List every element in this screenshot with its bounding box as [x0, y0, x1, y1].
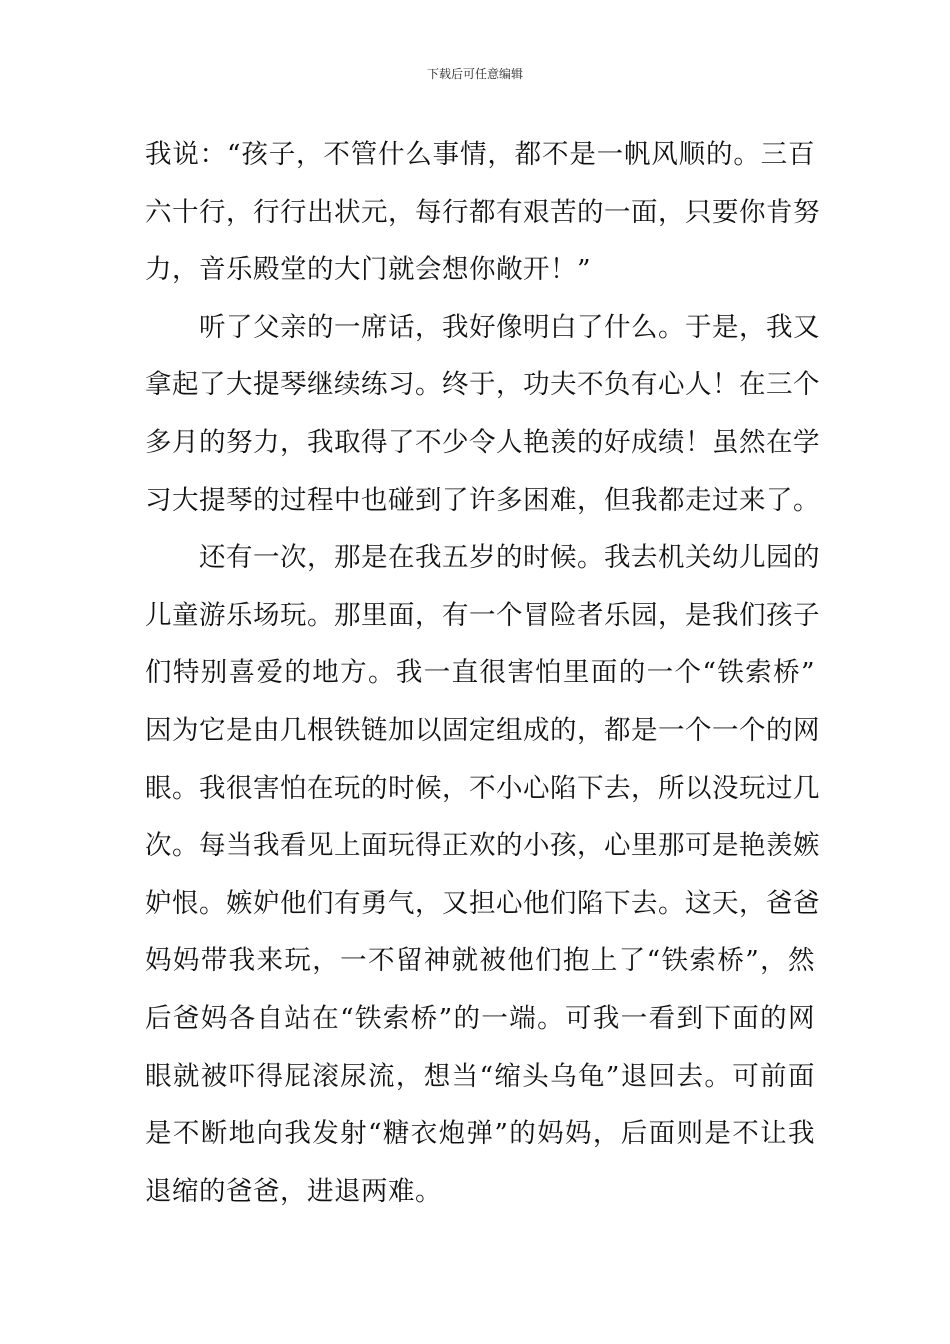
- text-line: 们特别喜爱的地方。我一直很害怕里面的一个“铁索桥”: [145, 657, 815, 689]
- text-line: 儿童游乐场玩。那里面，有一个冒险者乐园，是我们孩子: [145, 599, 820, 631]
- text-line: 力，音乐殿堂的大门就会想你敞开！”: [145, 254, 592, 286]
- text-line: 是不断地向我发射“糖衣炮弹”的妈妈，后面则是不让我: [145, 1118, 815, 1150]
- text-line: 我说：“孩子，不管什么事情，都不是一帆风顺的。三百: [145, 139, 815, 170]
- text-line: 六十行，行行出状元，每行都有艰苦的一面，只要你肯努: [145, 196, 820, 228]
- text-line: 次。每当我看见上面玩得正欢的小孩，心里那可是艳羡嫉: [145, 830, 820, 862]
- document-body: [145, 126, 820, 1220]
- text-line: 因为它是由几根铁链加以固定组成的，都是一个一个的网: [145, 714, 820, 746]
- text-line: 后爸妈各自站在“铁索桥”的一端。可我一看到下面的网: [145, 1002, 815, 1034]
- text-line: 退缩的爸爸，进退两难。: [145, 1175, 442, 1207]
- text-line: 还有一次，那是在我五岁的时候。我去机关幼儿园的: [199, 542, 820, 574]
- text-line: 眼。我很害怕在玩的时候，不小心陷下去，所以没玩过几: [145, 772, 820, 804]
- text-line: 听了父亲的一席话，我好像明白了什么。于是，我又: [199, 311, 820, 343]
- text-line: 习大提琴的过程中也碰到了许多困难，但我都走过来了。: [145, 484, 820, 516]
- text-line: 妈妈带我来玩，一不留神就被他们抱上了“铁索桥”，然: [145, 945, 815, 977]
- text-line: 多月的努力，我取得了不少令人艳羡的好成绩！虽然在学: [145, 426, 820, 458]
- text-line: 妒恨。嫉妒他们有勇气，又担心他们陷下去。这天，爸爸: [145, 887, 820, 919]
- text-line: 拿起了大提琴继续练习。终于，功夫不负有心人！在三个: [145, 369, 820, 401]
- page-header: 下载后可任意编辑: [426, 67, 523, 81]
- text-line: 眼就被吓得屁滚尿流，想当“缩头乌龟”退回去。可前面: [145, 1060, 815, 1092]
